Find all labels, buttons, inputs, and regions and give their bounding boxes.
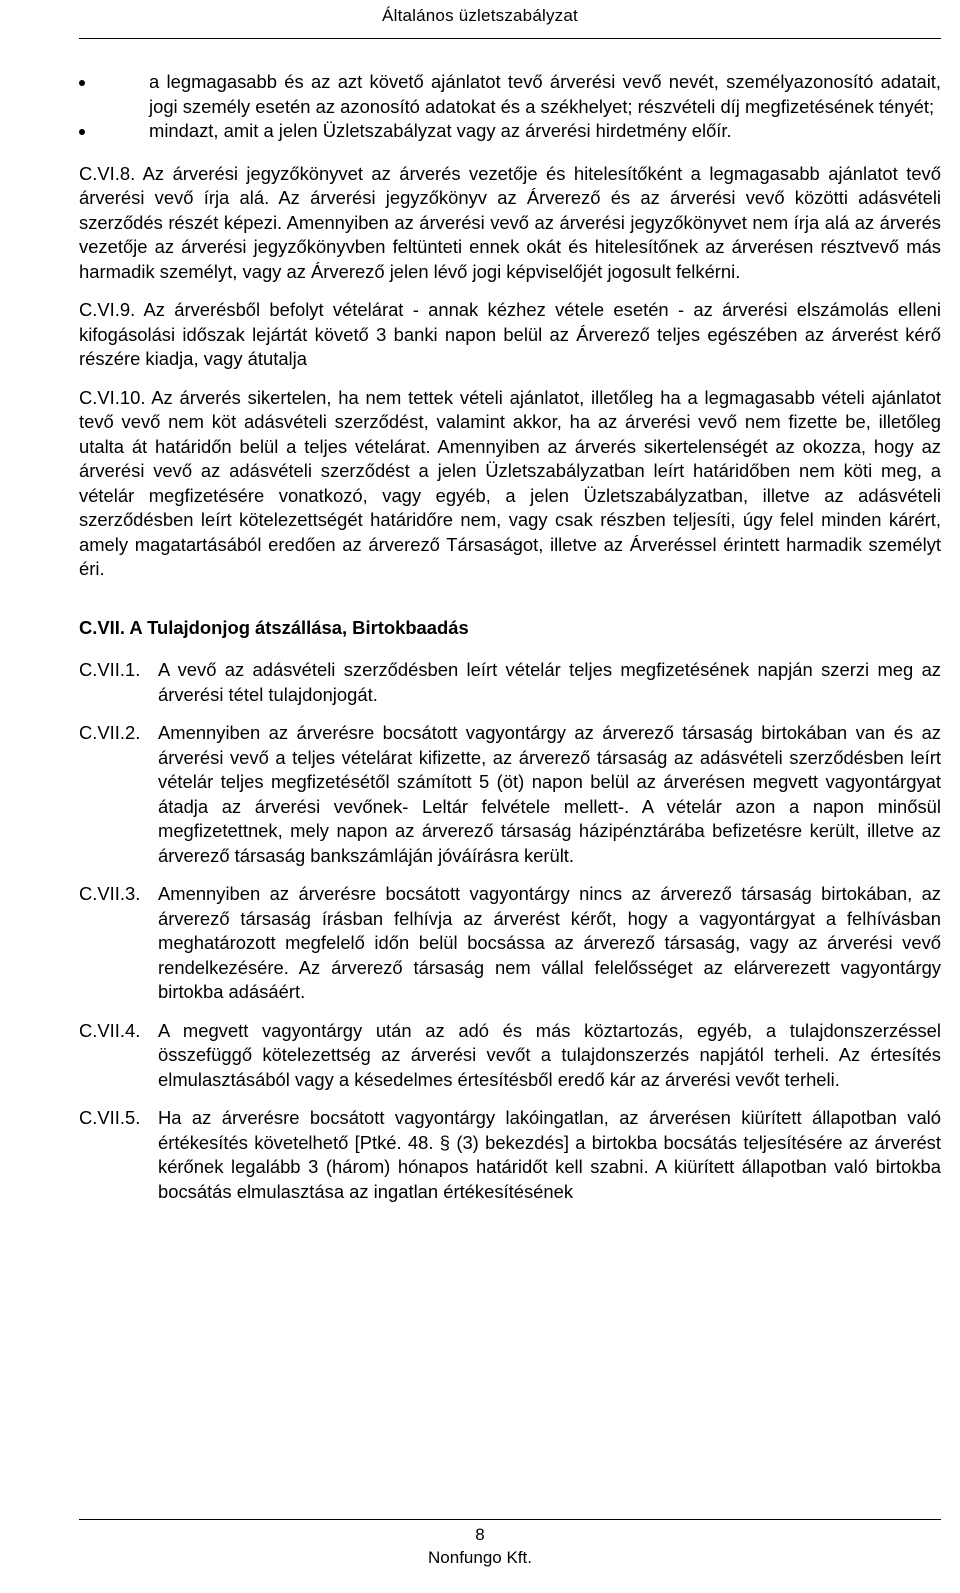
item-text: Amennyiben az árverésre bocsátott vagyontárgy az árverező társaság birtokában van és az árverési vevő a teljes vételárat kifizette, az árverező társaság az adásvételi szerződésben leírt vételár teljes megfizetésétől számított 5 (öt) napon belül az árverésen megvett vagyontárgyat átadja az árverési vevőnek- Leltár felvétele mellett-. A vételár azon a napon minősül megfizetettnek, mely napon az árverező társaság házipénztárába befizetésre került, illetve az árverező társaság bankszámláján jóváírásra került.: [158, 722, 941, 866]
paragraph-text: Az árverésből befolyt vételárat - annak kézhez vétele esetén - az árverési elszámolás elleni kifogásolási időszak lejártát követő 3 banki napon belül az Árverező teljes egészében az árverést kérő részére kiadja, vagy átutalja: [79, 299, 941, 369]
bullet-item: [79, 119, 941, 144]
bullet-icon: [79, 129, 85, 135]
bullet-item: [79, 70, 941, 119]
paragraph-number: C.VI.10.: [79, 386, 146, 408]
bullet-text: a legmagasabb és az azt követő ajánlatot tevő árverési vevő nevét, személyazonosító adatait, jogi személy esetén az azonosító adatokat és a székhelyet; részvételi díj megfizetésének tényét;: [149, 71, 941, 117]
footer-divider: [79, 1519, 941, 1520]
document-body: [79, 70, 941, 1204]
item-c-vii-5: [79, 1106, 941, 1204]
item-number: C.VII.1.: [79, 659, 141, 680]
header-divider: [79, 38, 941, 39]
item-text: Ha az árverésre bocsátott vagyontárgy lakóingatlan, az árverésen kiürített állapotban való értékesítés követelhető [Ptké. 48. § (3) bekezdés] a birtokba bocsátás teljesítésére az árverést kérőnek legalább 3 (három) hónapos határidőt kell szabni. A kiürített állapotban való birtokba bocsátás elmulasztása az ingatlan értékesítésének: [158, 1107, 941, 1202]
page-header: [0, 6, 960, 26]
item-number: C.VII.3.: [79, 883, 141, 904]
item-text: A vevő az adásvételi szerződésben leírt vételár teljes megfizetésének napján szerzi meg az árverési tétel tulajdonjogát.: [158, 659, 941, 705]
section-heading: C.VII. A Tulajdonjog átszállása, Birtokbaadás: [79, 616, 469, 638]
header-title: Általános üzletszabályzat: [382, 6, 578, 25]
paragraph-c-vi-9: [79, 298, 941, 372]
item-c-vii-4: [79, 1019, 941, 1093]
item-c-vii-1: [79, 658, 941, 707]
item-text: A megvett vagyontárgy után az adó és más köztartozás, egyéb, a tulajdonszerzéssel összefüggő kötelezettség az árverési vevőt a tulajdonszerzés napjától terheli. Az értesítés elmulasztásából vagy a késedelmes értesítésből eredő kár az árverési vevőt terheli.: [158, 1019, 941, 1090]
paragraph-c-vi-8: [79, 162, 941, 285]
bullet-icon: [79, 80, 85, 86]
item-text: Amennyiben az árverésre bocsátott vagyontárgy nincs az árverező társaság birtokában, az árverező társaság írásban felhívja az árverést kérőt, hogy a vagyontárgyat a felhívásban meghatározott megfelelő időn belül bocsássa az árverező társaság, vagy az árverési vevő rendelkezésére. Az árverező társaság nem vállal felelősséget az elárverezett vagyontárgy birtokba adásáért.: [158, 883, 941, 1002]
paragraph-text: Az árverés sikertelen, ha nem tettek vételi ajánlatot, illetőleg ha a legmagasabb vételi ajánlatot tevő vevő nem köt adásvételi szerződést, valamint akkor, ha az árverési vevő nem fizette be, illetőleg utalta át határidőn belül a teljes vételárat. Amennyiben az árverés sikertelenségét az okozza, hogy az árverési vevő az adásvételi szerződést a jelen Üzletszabályzatban leírt határidőben nem köti meg, a vételár megfizetésére vonatkozó, vagy egyéb, a jelen Üzletszabályzatban, illetve az adásvételi szerződésben leírt kötelezettségét határidőre nem, vagy csak részben teljesíti, úgy felel minden kárért, amely magatartásából eredően az árverező Társaságot, illetve az Árveréssel érintett harmadik személyt éri.: [79, 386, 941, 579]
paragraph-text: Az árverési jegyzőkönyvet az árverés vezetője és hitelesítőként a legmagasabb ajánlatot tevő árverési vevő írja alá. Az árverési jegyzőkönyv az Árverező és az árverési vevő közötti adásvételi szerződés részét képezi. Amennyiben az árverési vevő az árverési jegyzőkönyvet nem írja alá az árverés vezetője az árverési jegyzőkönyvben feltünteti ennek okát és hitelesítőnek az árverésen résztvevő más harmadik személyt, vagy az Árverező jelen lévő jogi képviselőjét jogosult felkérni.: [79, 162, 941, 282]
paragraph-c-vi-10: [79, 386, 941, 582]
item-c-vii-3: [79, 882, 941, 1005]
footer-company: Nonfungo Kft.: [428, 1548, 532, 1567]
item-number: C.VII.4.: [79, 1019, 141, 1041]
bullet-text: mindazt, amit a jelen Üzletszabályzat vagy az árverési hirdetmény előír.: [149, 120, 732, 141]
paragraph-number: C.VI.8.: [79, 162, 136, 184]
item-number: C.VII.5.: [79, 1107, 141, 1128]
paragraph-number: C.VI.9.: [79, 299, 136, 320]
page-number: 8: [475, 1525, 485, 1544]
item-c-vii-2: [79, 721, 941, 868]
item-number: C.VII.2.: [79, 722, 141, 743]
